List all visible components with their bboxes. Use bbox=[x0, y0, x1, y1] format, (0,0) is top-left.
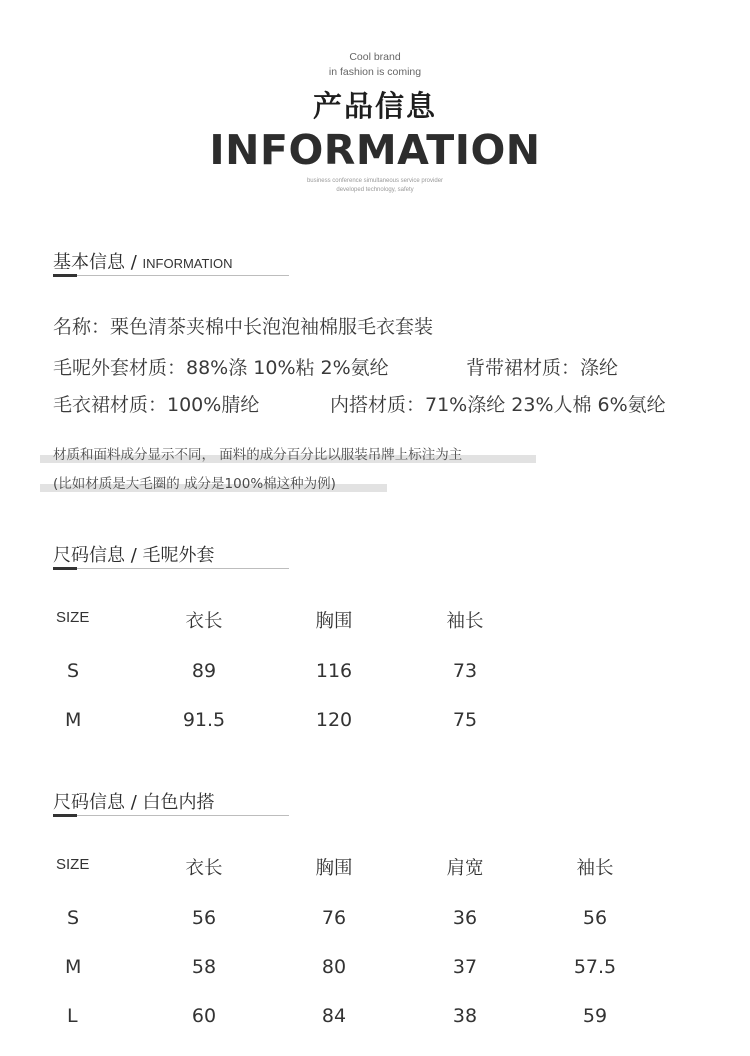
table-header-cell: 袖长 bbox=[446, 611, 484, 632]
table-cell: 57.5 bbox=[573, 956, 617, 978]
table-header-cell: 肩宽 bbox=[446, 858, 484, 879]
section-accent-bar bbox=[53, 567, 77, 570]
table-cell: 76 bbox=[321, 907, 347, 929]
basic-info-heading-en: INFORMATION bbox=[142, 256, 233, 271]
table-header-cell: 胸围 bbox=[315, 858, 353, 879]
table-cell: 91.5 bbox=[182, 709, 226, 731]
table-header-cell: SIZE bbox=[56, 856, 90, 873]
table-cell: 36 bbox=[452, 907, 478, 929]
size-inner-heading: 尺码信息 / 白色内搭 bbox=[53, 792, 215, 813]
table-cell: S bbox=[67, 907, 80, 929]
material-note-2: (比如材质是大毛圈的 成分是100%棉这种为例) bbox=[53, 476, 336, 492]
table-cell: L bbox=[67, 1005, 78, 1027]
page-title-en: INFORMATION bbox=[209, 126, 541, 174]
section-accent-bar bbox=[53, 814, 77, 817]
table-cell: S bbox=[67, 660, 80, 682]
sweater-skirt-material: 毛衣裙材质：100%腈纶 bbox=[53, 394, 260, 416]
table-cell: 120 bbox=[315, 709, 353, 731]
table-cell: M bbox=[65, 956, 82, 978]
page-title-cn: 产品信息 bbox=[312, 89, 437, 123]
table-header-cell: 胸围 bbox=[315, 611, 353, 632]
table-cell: 75 bbox=[452, 709, 478, 731]
basic-info-heading bbox=[53, 248, 233, 274]
table-cell: 84 bbox=[321, 1005, 347, 1027]
size-coat-heading: 尺码信息 / 毛呢外套 bbox=[53, 545, 215, 566]
table-cell: 89 bbox=[191, 660, 217, 682]
section-divider bbox=[53, 275, 289, 276]
table-cell: 37 bbox=[452, 956, 478, 978]
table-cell: 56 bbox=[582, 907, 608, 929]
strap-skirt-material: 背带裙材质：涤纶 bbox=[466, 357, 619, 379]
product-name: 名称：栗色清茶夹棉中长泡泡袖棉服毛衣套装 bbox=[53, 316, 434, 338]
section-divider bbox=[53, 568, 289, 569]
table-cell: 116 bbox=[315, 660, 353, 682]
basic-info-heading-cn: 基本信息 / bbox=[53, 252, 143, 273]
brand-line-2: in fashion is coming bbox=[328, 66, 422, 78]
table-cell: 73 bbox=[452, 660, 478, 682]
material-note-1: 材质和面料成分显示不同， 面料的成分百分比以服装吊牌上标注为主 bbox=[53, 447, 463, 463]
tagline-line-1: business conference simultaneous service provider bbox=[306, 178, 444, 184]
inner-material: 内搭材质：71%涤纶 23%人棉 6%氨纶 bbox=[330, 394, 666, 416]
table-cell: 58 bbox=[191, 956, 217, 978]
tagline-line-2: developed technology, safety bbox=[336, 187, 414, 193]
table-cell: M bbox=[65, 709, 82, 731]
table-header-cell: 衣长 bbox=[185, 858, 223, 879]
section-divider bbox=[53, 815, 289, 816]
table-cell: 80 bbox=[321, 956, 347, 978]
tagline bbox=[0, 177, 750, 195]
brand-slogan bbox=[0, 50, 750, 80]
table-cell: 60 bbox=[191, 1005, 217, 1027]
table-cell: 38 bbox=[452, 1005, 478, 1027]
table-header-cell: SIZE bbox=[56, 609, 90, 626]
table-header-cell: 衣长 bbox=[185, 611, 223, 632]
table-cell: 56 bbox=[191, 907, 217, 929]
brand-line-1: Cool brand bbox=[349, 51, 401, 63]
table-header-cell: 袖长 bbox=[576, 858, 614, 879]
table-cell: 59 bbox=[582, 1005, 608, 1027]
coat-material: 毛呢外套材质：88%涤 10%粘 2%氨纶 bbox=[53, 357, 389, 379]
section-accent-bar bbox=[53, 274, 77, 277]
